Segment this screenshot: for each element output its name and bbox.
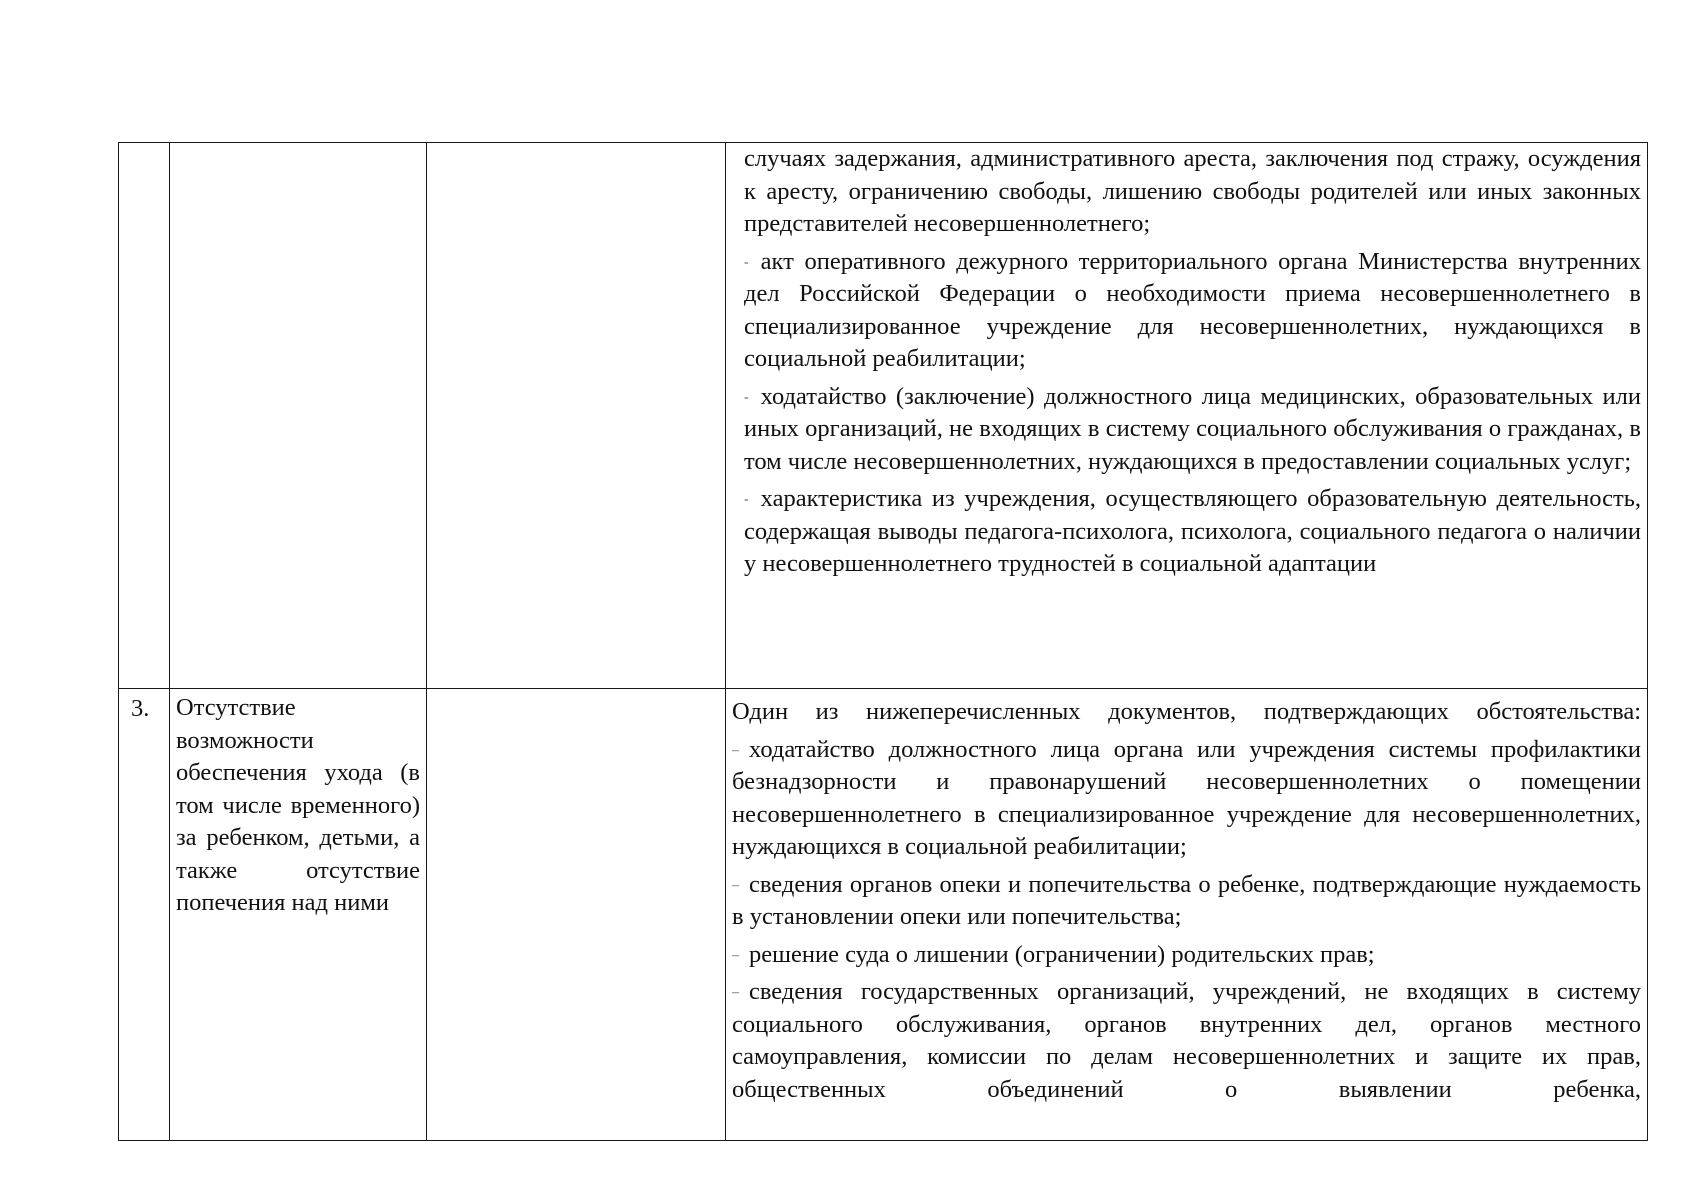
- list-item-text: характеристика из учреждения, осуществляющего образовательную деятельность, содержащая выводы педагога-психолога, психолога, социального педагога о наличии у несовершеннолетнего трудностей в социальной адаптации: [744, 485, 1641, 577]
- list-item-text: ходатайство (заключение) должностного лица медицинских, образовательных или иных организаций, не входящих в систему социального обслуживания о гражданах, в том числе несовершеннолетних, нуждающихся в предоставлении социальных услуг;: [744, 382, 1641, 475]
- paragraph-text: случаях задержания, административного ареста, заключения под стражу, осуждения к аресту, ограничению свободы, лишению свободы родителей или иных законных представителей несовершеннолетнего;: [744, 145, 1641, 237]
- dash-bullet: -: [744, 492, 749, 508]
- documents-table: [118, 142, 1648, 1141]
- documents-cell: [726, 689, 1648, 1141]
- list-item-text: решение суда о лишении (ограничении) родительских прав;: [749, 940, 1375, 968]
- table-row-3: [119, 689, 1648, 1141]
- paragraph-text: Один из нижеперечисленных документов, подтверждающих обстоятельства:: [732, 698, 1641, 725]
- dash-bullet: –: [732, 947, 739, 963]
- middle-cell: [427, 143, 726, 689]
- table-row-continued: [119, 143, 1648, 689]
- circumstance-cell: [170, 143, 427, 689]
- middle-cell: [427, 689, 726, 1141]
- document-list-item: [732, 869, 1641, 934]
- list-item-text: сведения государственных организаций, учреждений, не входящих в систему социального обслуживания, органов внутренних дел, органов местного самоуправления, комиссии по делам несовершеннолетних и защите их прав, общественных объединений о выявлении ребенка,: [732, 978, 1641, 1103]
- row-number: 3.: [131, 695, 150, 722]
- documents-cell: [726, 143, 1648, 689]
- list-item-text: акт оперативного дежурного территориального органа Министерства внутренних дел Российской Федерации о необходимости приема несовершеннолетнего в специализированное учреждение для несовершеннолетних, нуждающихся в социальной реабилитации;: [744, 247, 1641, 372]
- document-list-item: [744, 381, 1641, 479]
- row-number: [119, 143, 169, 147]
- document-list-item: [732, 939, 1641, 972]
- document-paragraph: [744, 143, 1641, 241]
- circumstance-text: Отсутствие возможности обеспечения ухода (в том числе временного) за ребенком, детьми, а также отсутствие попечения над ними: [176, 694, 420, 916]
- circumstance-text: [170, 143, 426, 146]
- document-list-item: [744, 483, 1641, 581]
- dash-bullet: -: [744, 254, 749, 270]
- dash-bullet: -: [744, 389, 749, 405]
- dash-bullet: –: [732, 877, 739, 893]
- row-number-cell: [119, 689, 170, 1141]
- circumstance-cell: [170, 689, 427, 1141]
- dash-bullet: –: [732, 985, 739, 1001]
- list-item-text: сведения органов опеки и попечительства о ребенке, подтверждающие нуждаемость в установлении опеки или попечительства;: [732, 870, 1641, 930]
- dash-bullet: –: [732, 742, 739, 758]
- list-item-text: ходатайство должностного лица органа или учреждения системы профилактики безнадзорности и правонарушений несовершеннолетних о помещении несовершеннолетнего в специализированное учреждение для несовершеннолетних, нуждающихся в социальной реабилитации;: [732, 735, 1641, 860]
- document-paragraph: [732, 696, 1641, 729]
- document-list-item: [732, 976, 1641, 1106]
- row-number-cell: [119, 143, 170, 689]
- document-list-item: [744, 246, 1641, 376]
- document-list-item: [732, 734, 1641, 864]
